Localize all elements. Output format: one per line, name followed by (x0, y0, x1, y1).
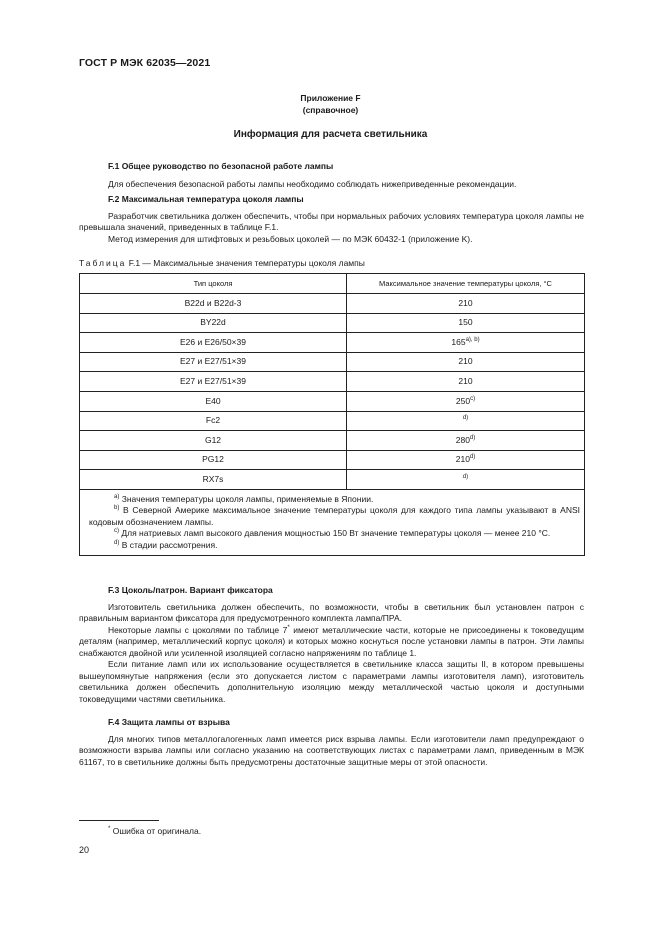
base-cell: PG12 (80, 450, 347, 470)
section-f4-heading: F.4 Защита лампы от взрыва (108, 717, 230, 727)
table-note: $^{c)}$ Для натриевых ламп высокого давления мощностью 150 Вт значение температуры цоколя — менее 210 °С. (114, 528, 551, 539)
section-f4-p1: Для многих типов металлогалогенных ламп имеется риск взрыва лампы. Если изготовители ламп предупреждают о возможности взрыва лампы или согласно указанию на соответствующих листах с параметрами ламп, приведенным в МЭК 61167, то в светильнике должны быть предусмотрены достаточные защитные меры от этой опасности. (79, 733, 584, 767)
base-cell: E27 и E27/51×39 (80, 352, 347, 372)
footnote-divider (79, 820, 159, 821)
page-number: 20 (79, 845, 90, 855)
table-row (80, 470, 585, 490)
base-temperature-table (79, 273, 585, 556)
temperature-cell: 210 (347, 372, 585, 392)
temperature-cell: $165^{a), b)}$ (347, 333, 585, 353)
table-note: $^{b)}$ В Северной Америке максимальное значение температуры цоколя для каждого типа лампы указывают в ANSI кодовым обозначением лампы. (89, 505, 580, 527)
base-cell: E40 (80, 391, 347, 411)
table-row (80, 313, 585, 333)
standard-header: ГОСТ Р МЭК 62035—2021 (79, 57, 211, 69)
base-cell: E27 и E27/51×39 (80, 372, 347, 392)
table-header-row (80, 274, 585, 294)
table-row (80, 450, 585, 470)
table-notes (80, 489, 585, 556)
table-row (80, 431, 585, 451)
column-header-base: Тип цоколя (80, 274, 347, 294)
appendix-kind: (справочное) (302, 105, 359, 115)
temperature-cell: 210 (347, 294, 585, 314)
section-f3-p1: Изготовитель светильника должен обеспечить, по возможности, чтобы в светильник был установлен патрон с правильным вариантом фиксатора для предусмотренного комплекта лампа/ПРА. (79, 601, 584, 623)
table-row (80, 372, 585, 392)
section-f3-heading: F.3 Цоколь/патрон. Вариант фиксатора (108, 585, 273, 595)
table-row (80, 352, 585, 372)
temperature-cell: d) (347, 411, 585, 431)
section-f4 (79, 717, 584, 768)
table-row (80, 294, 585, 314)
column-header-temperature: Максимальное значение температуры цоколя, °С (347, 274, 585, 294)
table-note: $^{d)}$ В стадии рассмотрения. (114, 539, 218, 550)
temperature-cell: 210 (347, 352, 585, 372)
table-row (80, 411, 585, 431)
base-cell: G12 (80, 431, 347, 451)
section-f3-p2: Некоторые лампы с цоколями по таблице 7* имеют металлические части, которые не присоединены к токоведущим деталям (например, металлический корпус цоколя) и которых можно коснуться после установки лампы в патрон. Эти лампы снабжаются двойной или усиленной изоляцией согласно напряжениям по таблице 1. (79, 624, 585, 658)
section-f2 (79, 194, 584, 245)
temperature-cell: d) (347, 470, 585, 490)
section-f2-heading: F.2 Максимальная температура цоколя лампы (108, 194, 304, 204)
table-note: $^{a)}$ Значения температуры цоколя лампы, применяемые в Японии. (114, 493, 374, 504)
base-cell: B22d и B22d-3 (80, 294, 347, 314)
temperature-cell: 250$^{c)}$ (347, 391, 585, 411)
base-cell: Fc2 (80, 411, 347, 431)
table-caption (79, 258, 365, 270)
section-f1-heading: F.1 Общее руководство по безопасной работе лампы (108, 161, 334, 171)
base-cell: E26 и E26/50×39 (80, 333, 347, 353)
section-f2-p2: Метод измерения для штифтовых и резьбовых цоколей — по МЭК 60432-1 (приложение K). (108, 233, 473, 244)
appendix-title: Приложение F (300, 93, 361, 103)
footnote: * Ошибка от оригинала. (108, 826, 202, 836)
temperature-cell: 210$^{d)}$ (347, 450, 585, 470)
temperature-cell: 280$^{d)}$ (347, 431, 585, 451)
table-caption-prefix: Таблица (79, 258, 127, 268)
appendix-heading (0, 92, 661, 116)
section-f1 (79, 161, 584, 190)
base-cell: RX7s (80, 470, 347, 490)
section-f2-p1: Разработчик светильника должен обеспечить, чтобы при нормальных рабочих условиях температура цоколя лампы не превышала значений, приведенных в таблице F.1. (79, 210, 584, 232)
section-f1-text: Для обеспечения безопасной работы лампы необходимо соблюдать нижеприведенные рекомендации. (108, 178, 517, 189)
table-row (80, 391, 585, 411)
temperature-cell: 150 (347, 313, 585, 333)
table-caption-text: F.1 — Максимальные значения температуры цоколя лампы (128, 258, 365, 268)
main-title: Информация для расчета светильника (233, 129, 428, 140)
table-row (80, 333, 585, 353)
base-cell: BY22d (80, 313, 347, 333)
section-f3 (79, 585, 584, 705)
table-notes-row (80, 489, 585, 556)
section-f3-p3: Если питание ламп или их использование осуществляется в светильнике класса защиты II, в котором превышены вышеупомянутые напряжения (если это допускается листом с параметрами лампы изготовителя ламп), изготовитель светильника должен обеспечить дополнительную изоляцию между металлической частью цоколя и доступными токоведущими частями светильника. (79, 659, 584, 704)
